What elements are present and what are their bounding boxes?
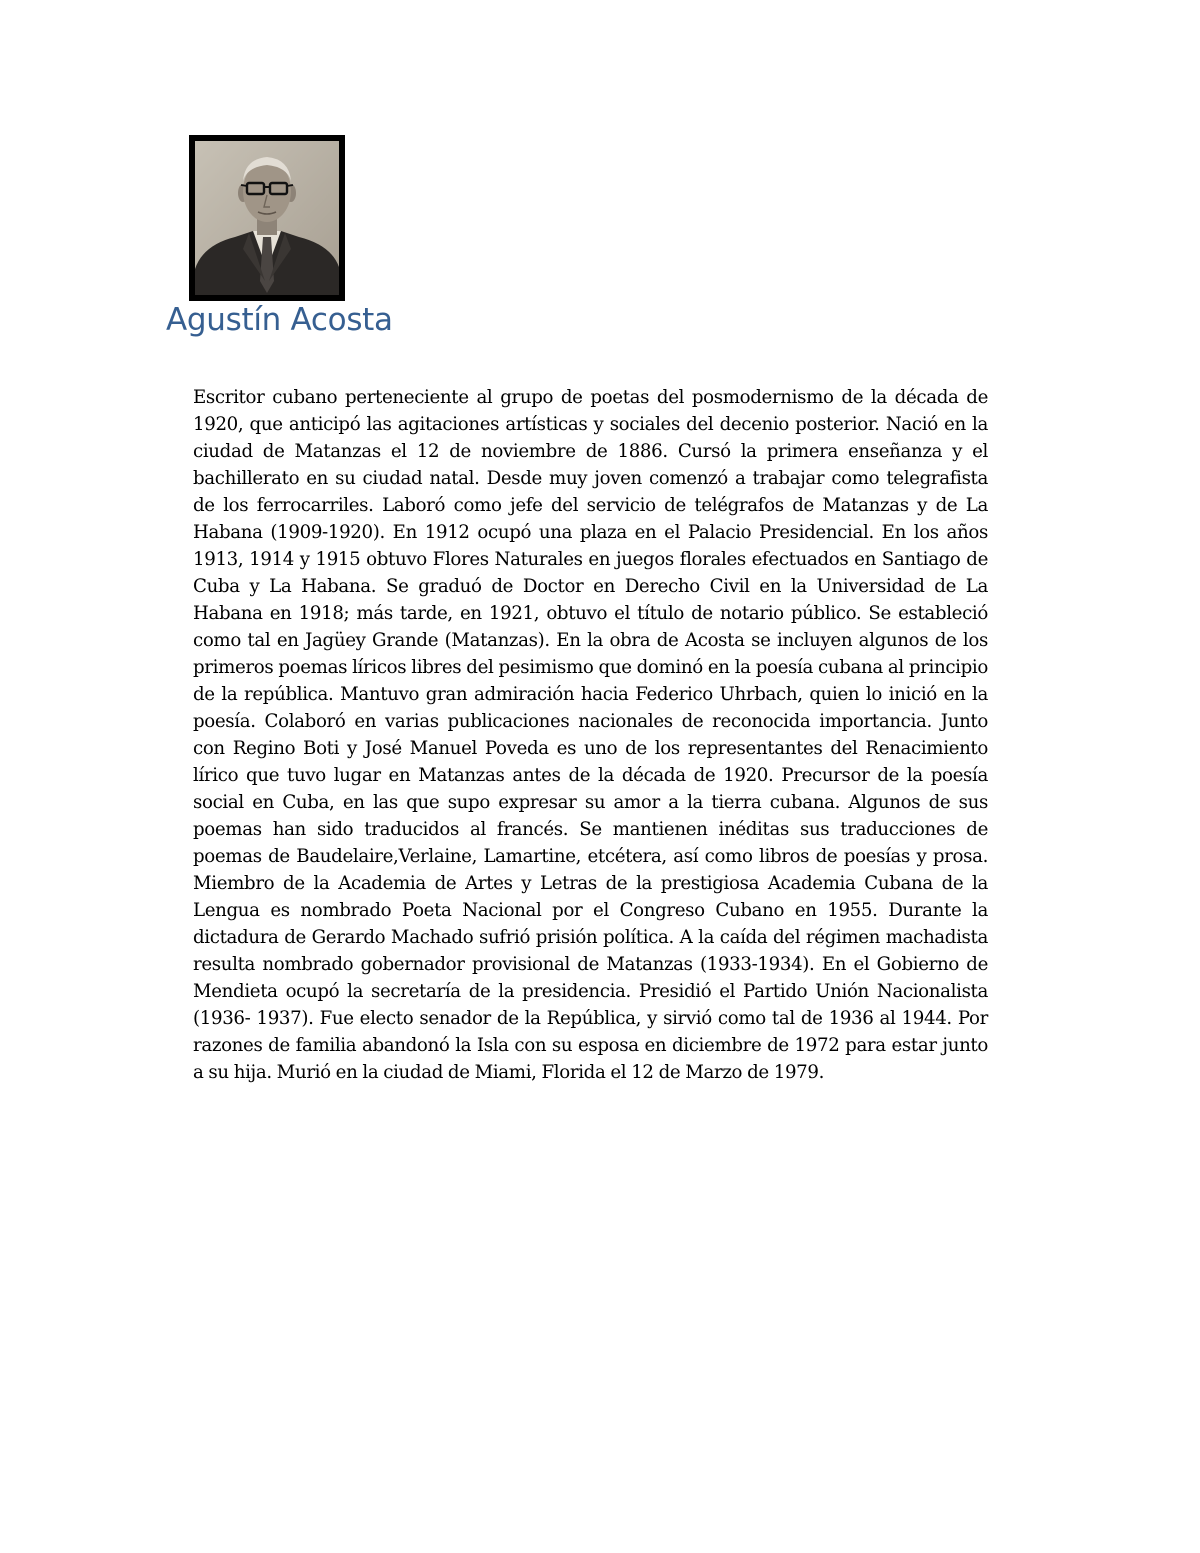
page-title: Agustín Acosta: [166, 302, 393, 338]
portrait-photo: [189, 135, 345, 301]
biography-paragraph: Escritor cubano perteneciente al grupo de poetas del posmodernismo de la década de 1920, que anticipó las agitaciones artísticas y sociales del decenio posterior. Nació en la ciudad de Matanzas el 12 de noviembre de 1886. Cursó la primera enseñanza y el bachillerato en su ciudad natal. Desde muy joven comenzó a trabajar como telegrafista de los ferrocarriles. Laboró como jefe del servicio de telégrafos de Matanzas y de La Habana (1909-1920). En 1912 ocupó una plaza en el Palacio Presidencial. En los años 1913, 1914 y 1915 obtuvo Flores Naturales en juegos florales efectuados en Santiago de Cuba y La Habana. Se graduó de Doctor en Derecho Civil en la Universidad de La Habana en 1918; más tarde, en 1921, obtuvo el título de notario público. Se estableció como tal en Jagüey Grande (Matanzas). En la obra de Acosta se incluyen algunos de los primeros poemas líricos libres del pesimismo que dominó en la poesía cubana al principio de la república. Mantuvo gran admiración hacia Federico Uhrbach, quien lo inició en la poesía. Colaboró en varias publicaciones nacionales de reconocida importancia. Junto con Regino Boti y José Manuel Poveda es uno de los representantes del Renacimiento lírico que tuvo lugar en Matanzas antes de la década de 1920. Precursor de la poesía social en Cuba, en las que supo expresar su amor a la tierra cubana. Algunos de sus poemas han sido traducidos al francés. Se mantienen inéditas sus traducciones de poemas de Baudelaire,Verlaine, Lamartine, etcétera, así como libros de poesías y prosa. Miembro de la Academia de Artes y Letras de la prestigiosa Academia Cubana de la Lengua es nombrado Poeta Nacional por el Congreso Cubano en 1955. Durante la dictadura de Gerardo Machado sufrió prisión política. A la caída del régimen machadista resulta nombrado gobernador provisional de Matanzas (1933-1934). En el Gobierno de Mendieta ocupó la secretaría de la presidencia. Presidió el Partido Unión Nacionalista (1936- 1937). Fue electo senador de la República, y sirvió como tal de 1936 al 1944. Por razones de familia abandonó la Isla con su esposa en diciembre de 1972 para estar junto a su hija. Murió en la ciudad de Miami, Florida el 12 de Marzo de 1979.: [193, 387, 988, 1083]
